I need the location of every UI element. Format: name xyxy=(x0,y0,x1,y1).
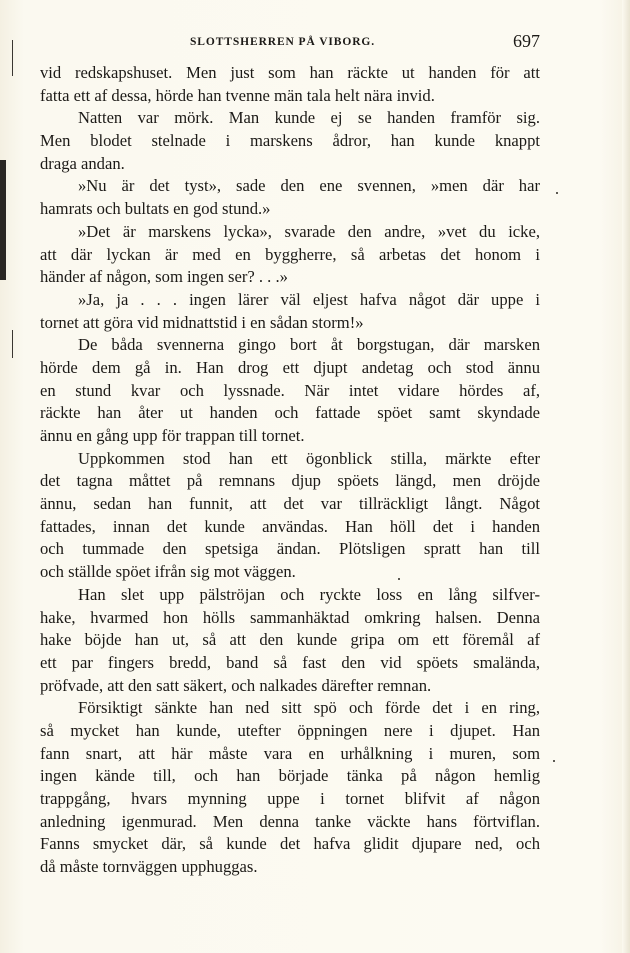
text-line: »Det är marskens lycka», svarade den andre, »vet du icke, xyxy=(78,221,540,241)
text-line: trappgång, hvars mynning uppe i tornet blifvit af någon xyxy=(40,789,540,808)
text-line: och ställde spöet ifrån sig mot väggen. xyxy=(40,562,296,582)
text-line: fattades, innan det kunde användas. Han höll det i handen xyxy=(40,516,540,536)
text-line: draga andan. xyxy=(40,153,125,173)
margin-mark xyxy=(12,330,13,358)
text-line: att där lyckan är med en byggherre, så arbetas det honom i xyxy=(40,244,540,264)
text-line: en stund kvar och lyssnade. När intet vidare hördes af, xyxy=(40,380,540,400)
text-line: Uppkommen stod han ett ögonblick stilla, märkte efter xyxy=(78,448,540,468)
print-speck xyxy=(553,760,555,762)
print-speck xyxy=(398,578,400,580)
text-line: Fanns smycket där, så kunde det hafva glidit djupare ned, och xyxy=(40,834,540,854)
text-line: ännu en gång upp för trappan till tornet. xyxy=(40,426,305,445)
text-line: hake böjde han ut, så att den kunde gripa om ett föremål af xyxy=(40,630,540,650)
text-line: Han slet upp pälströjan och ryckte loss en lång silfver- xyxy=(78,584,540,604)
text-line: Men blodet stelnade i marskens ådror, han kunde knappt xyxy=(40,131,540,151)
print-speck xyxy=(556,192,558,194)
text-line: fann snart, att här måste vara en urhålkning i muren, som xyxy=(40,743,540,763)
text-line: ännu, sedan han funnit, att det var tillräckligt långt. Något xyxy=(40,494,540,514)
page-number: 697 xyxy=(513,31,540,51)
text-line: tornet att göra vid midnattstid i en sådan storm!» xyxy=(40,312,364,332)
text-line: »Ja, ja . . . ingen lärer väl eljest hafva något där uppe i xyxy=(78,289,540,309)
text-line: Natten var mörk. Man kunde ej se handen framför sig. xyxy=(78,108,540,128)
text-line: räckte han åter ut handen och fattade spöet samt skyndade xyxy=(40,403,540,423)
margin-mark xyxy=(12,40,13,76)
text-line: hamrats och bultats en god stund.» xyxy=(40,199,271,219)
text-line: hake, hvarmed hon hölls sammanhäktad omkring halsen. Denna xyxy=(40,607,540,627)
running-head: SLOTTSHERREN PÅ VIBORG. xyxy=(190,36,376,48)
page-spine-shadow xyxy=(0,160,6,280)
text-line: ett par fingers bredd, band så fast den vid spöets smaländа, xyxy=(40,652,540,672)
text-line: händer af någon, som ingen ser? . . .» xyxy=(40,267,288,287)
text-line: vid redskapshuset. Men just som han räckte ut handen för att xyxy=(40,63,540,82)
text-line: »Nu är det tyst», sade den ene svennen, »men där har xyxy=(78,176,540,196)
text-line: då måste tornväggen upphuggas. xyxy=(40,857,258,877)
text-line: De båda svennerna gingo bort åt borgstugan, där marsken xyxy=(78,335,540,355)
text-line: Försiktigt sänkte han ned sitt spö och förde det i en ring, xyxy=(78,698,540,718)
body-text xyxy=(40,62,540,879)
text-line: och tummade den spetsiga ändan. Plötsligen spratt han till xyxy=(40,539,540,559)
text-line: pröfvade, att den satt säkert, och nalkades därefter remnan. xyxy=(40,675,432,695)
text-line: fatta ett af dessa, hörde han tvenne män tala helt nära invid. xyxy=(40,85,435,105)
text-line: så mycket han kunde, utefter öppningen nere i djupet. Han xyxy=(40,720,540,740)
text-line: hörde dem gå in. Han drog ett djupt andetag och stod ännu xyxy=(40,357,540,377)
text-line: ingen kände till, och han började tänka på någon hemlig xyxy=(40,766,540,786)
text-line: det tagna måttet på remnans djup spöets längd, men dröjde xyxy=(40,471,540,491)
text-line: anledning igenmurad. Men denna tanke väckte hans förtviflan. xyxy=(40,811,540,831)
page-header xyxy=(40,33,540,55)
page-edge xyxy=(622,0,630,953)
